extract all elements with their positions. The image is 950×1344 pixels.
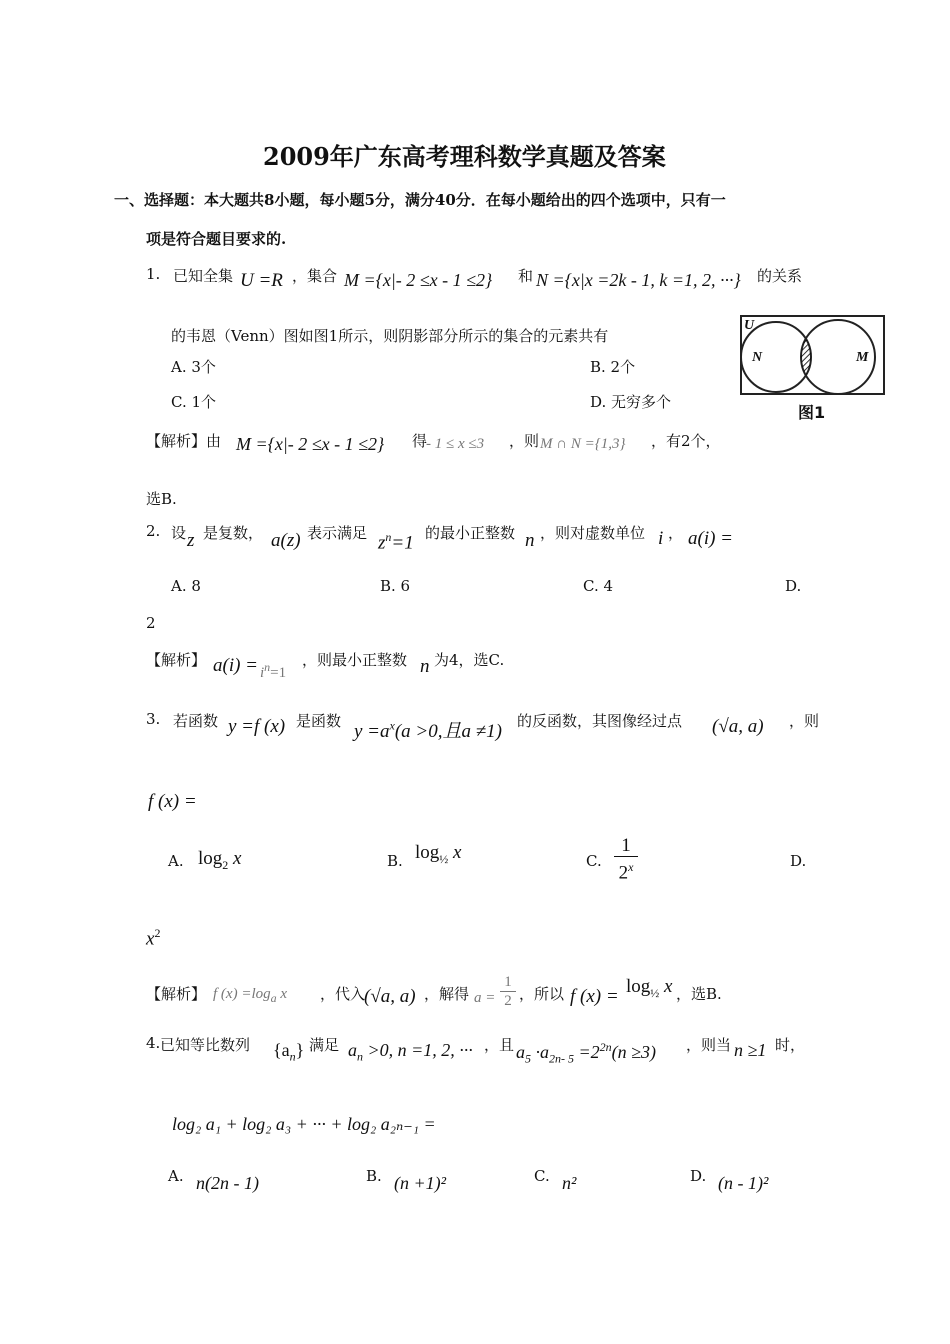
q3-option-d-label: D.: [790, 852, 807, 870]
q3-analysis-math: $\log_{\frac{1}{2}} x$: [626, 976, 673, 1000]
q1-option-a: A. 3个: [171, 358, 216, 376]
q2-analysis-text: ，则最小正整数: [302, 651, 408, 669]
q2-option-d: D.: [785, 577, 802, 595]
q4-text: 时，: [775, 1036, 806, 1054]
q2-math: $z^n=1$: [378, 530, 414, 554]
q4-expression: log₂ a₁ + log₂ a₃ + ··· + log₂ a₂ₙ₋₁ =: [172, 1114, 436, 1134]
q2-option-b: B. 6: [380, 577, 411, 595]
q2-text: 是复数，: [203, 524, 264, 542]
q1-analysis-text: ，有2个，: [651, 432, 721, 450]
q2-analysis-math: $i^n=1$: [260, 660, 287, 681]
q1-math: N ={x|x =2k - 1, k =1, 2, ···}: [536, 270, 741, 290]
fraction-numerator: 1: [621, 835, 631, 856]
q3-option-a-label: A.: [168, 852, 184, 870]
q2-option-c: C. 4: [583, 577, 614, 595]
q1-analysis-text: 得: [412, 432, 428, 450]
q3-math: y =f (x): [228, 716, 286, 737]
q1-text: 已知全集: [173, 267, 234, 285]
q3-option-d-value: $x^2$: [146, 926, 161, 950]
q2-option-d-value: 2: [146, 614, 156, 632]
q4-option-c-label: C.: [534, 1167, 550, 1185]
section-heading: 一、选择题：本大题共8小题，每小题5分，满分40分．在每小题给出的四个选项中，只有一: [114, 191, 726, 209]
q4-text: ，则当: [686, 1036, 732, 1054]
q4-option-d-label: D.: [690, 1167, 707, 1185]
q2-math: a(i) =: [688, 528, 734, 549]
q4-option-b-label: B.: [366, 1167, 382, 1185]
q4-option-a: n(2n - 1): [196, 1173, 259, 1193]
q4-text: 满足: [309, 1036, 340, 1054]
q4-math: $a_n >0$, n =1, 2, ···: [348, 1040, 473, 1064]
q3-text: 若函数: [173, 712, 219, 730]
q4-option-d: (n - 1)²: [718, 1173, 769, 1193]
section-heading-cont: 项是符合题目要求的.: [146, 230, 287, 248]
q2-text: ，则对虚数单位: [540, 524, 646, 542]
venn-label-m: M: [856, 350, 869, 365]
q3-analysis-text: ，解得: [424, 985, 470, 1003]
venn-caption: 图1: [798, 403, 826, 422]
q2-text: 表示满足: [307, 524, 368, 542]
q4-option-b: (n +1)²: [394, 1173, 447, 1193]
fraction-numerator: 1: [504, 974, 512, 990]
q3-math: (√a, a): [712, 716, 764, 737]
q3-option-b-label: B.: [387, 852, 403, 870]
q4-number: 4.: [146, 1034, 161, 1052]
q3-text: 是函数: [296, 712, 342, 730]
q4-math: $a_5 \cdot a_{2n- 5} =2^{2n}(n \ge 3)$: [516, 1040, 657, 1066]
q2-math: n: [525, 530, 535, 551]
q3-analysis-text: ，选B.: [676, 985, 722, 1003]
q1-analysis-text: ，则: [509, 432, 540, 450]
q1-analysis-math: - 1 ≤ x ≤3: [426, 436, 485, 452]
venn-label-n: N: [752, 350, 763, 365]
q1-option-c: C. 1个: [171, 393, 217, 411]
q2-text: 设: [171, 524, 187, 542]
q1-analysis-math: M ∩ N ={1,3}: [540, 436, 626, 452]
q2-math: z: [187, 530, 195, 551]
q2-math: i: [658, 528, 664, 549]
q3-math: f (x) =: [148, 791, 197, 812]
page-title: 2009年广东高考理科数学真题及答案: [263, 142, 666, 171]
venn-label-u: U: [744, 318, 755, 333]
q1-text: 的关系: [757, 267, 803, 285]
q3-option-a: $\log_2 x$: [198, 848, 242, 872]
q3-analysis-math: a =: [474, 990, 496, 1006]
q1-analysis-line2: 选B.: [146, 490, 177, 508]
q4-option-a-label: A.: [168, 1167, 184, 1185]
venn-figure: [738, 312, 888, 427]
q2-text: ，: [668, 524, 684, 542]
q1-analysis-math: M ={x|- 2 ≤x - 1 ≤2}: [236, 434, 385, 454]
q4-math: $\{a_n\}$: [273, 1040, 305, 1064]
q4-text: 已知等比数列: [160, 1036, 251, 1054]
q1-text: 和: [518, 267, 534, 285]
fraction-denominator: 2$^x$: [614, 856, 638, 883]
q2-analysis-math: n: [420, 656, 430, 677]
q3-option-c-label: C.: [586, 852, 602, 870]
fraction-denominator: 2: [500, 991, 516, 1010]
q2-math: a(z): [271, 530, 301, 551]
q3-text: 的反函数，其图像经过点: [517, 712, 683, 730]
q2-analysis-math: a(i) =: [213, 655, 259, 676]
q3-analysis: 【解析】: [146, 985, 207, 1003]
q3-analysis-fraction: [500, 973, 516, 1010]
q1-option-b: B. 2个: [590, 358, 636, 376]
q2-number: 2.: [146, 522, 161, 540]
q3-analysis-text: ，所以: [519, 985, 565, 1003]
q4-math: n ≥1: [734, 1040, 767, 1060]
q1-option-d: D. 无穷多个: [590, 393, 672, 411]
q4-option-c: n²: [562, 1173, 577, 1193]
q1-math: M ={x|- 2 ≤x - 1 ≤2}: [344, 270, 493, 290]
q3-option-b: $\log_{\frac{1}{2}} x$: [415, 842, 462, 866]
q1-analysis: 【解析】由: [146, 432, 222, 450]
q3-number: 3.: [146, 710, 161, 728]
q3-math: $y =a^x(a >0$,且a ≠1): [354, 718, 502, 742]
q1-number: 1.: [146, 265, 161, 283]
q4-text: ，且: [484, 1036, 515, 1054]
q2-analysis: 【解析】: [146, 651, 207, 669]
q2-text: 的最小正整数: [425, 524, 516, 542]
q1-text-line2: 的韦恩（Venn）图如图1所示，则阴影部分所示的集合的元素共有: [171, 327, 609, 345]
q3-text: ，则: [789, 712, 820, 730]
q3-analysis-math: f (x) =: [570, 986, 619, 1007]
q2-analysis-text: 为4，选C.: [434, 651, 505, 669]
q1-math: U =R: [240, 270, 283, 291]
q1-text: ，集合: [292, 267, 338, 285]
q3-analysis-math: f $(x) =\log_a$ x: [213, 986, 288, 1005]
q3-analysis-text: ，代入: [320, 985, 366, 1003]
q3-analysis-math: (√a, a): [364, 986, 416, 1007]
q3-option-c: [614, 836, 638, 883]
q2-option-a: A. 8: [171, 577, 201, 595]
